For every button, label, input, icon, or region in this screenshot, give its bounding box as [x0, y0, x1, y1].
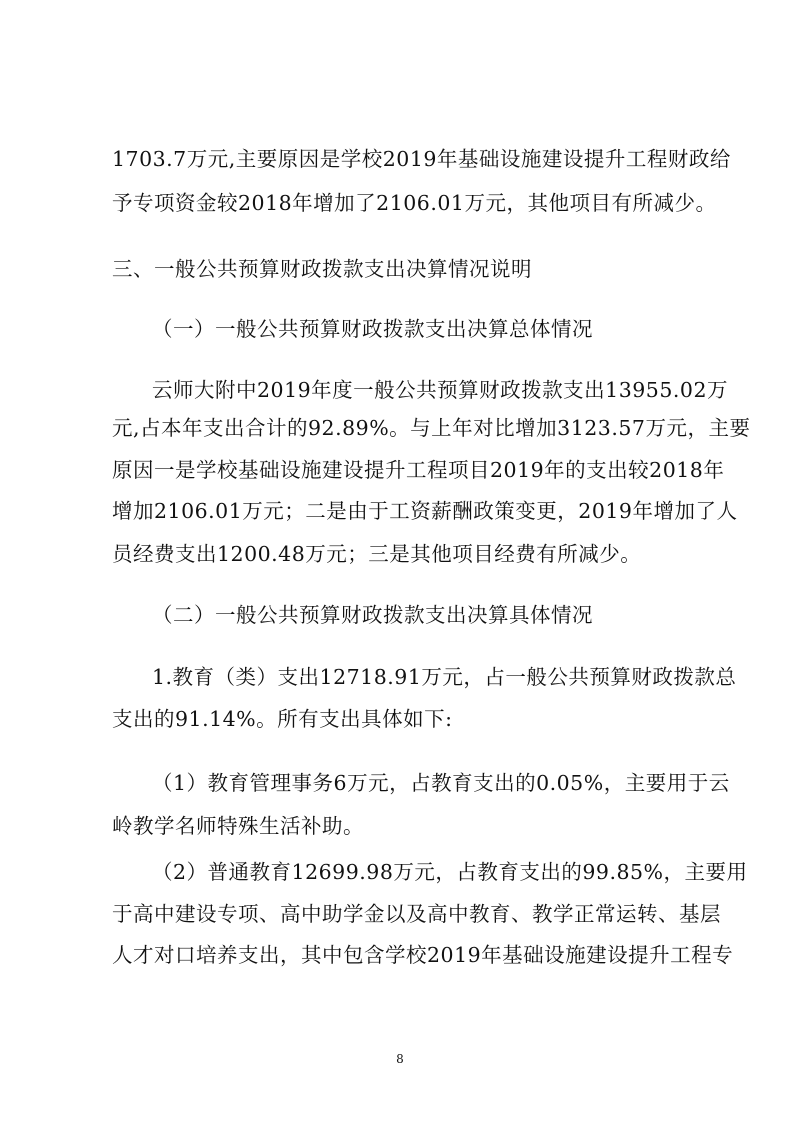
section-heading: 三、一般公共预算财政拨款支出决算情况说明 [112, 257, 532, 281]
paragraph-line: 于高中建设专项、高中助学金以及高中教育、教学正常运转、基层 [112, 902, 721, 926]
paragraph-line: 原因一是学校基础设施建设提升工程项目2019年的支出较2018年 [112, 458, 725, 482]
paragraph-line: 岭教学名师特殊生活补助。 [112, 814, 364, 838]
paragraph-line: 1703.7万元,主要原因是学校2019年基础设施建设提升工程财政给 [112, 147, 731, 171]
paragraph-line: （1）教育管理事务6万元，占教育支出的0.05%，主要用于云 [152, 771, 730, 795]
paragraph-line: 予专项资金较2018年增加了2106.01万元，其他项目有所减少。 [112, 191, 717, 215]
subsection-heading: （二）一般公共预算财政拨款支出决算具体情况 [152, 603, 593, 627]
paragraph-line: 元,占本年支出合计的92.89%。与上年对比增加3123.57万元，主要 [112, 416, 751, 440]
paragraph-line: 增加2106.01万元；二是由于工资薪酬政策变更，2019年增加了人 [112, 499, 738, 523]
paragraph-line: （2）普通教育12699.98万元，占教育支出的99.85%，主要用 [152, 860, 748, 884]
page-number: 8 [396, 1052, 404, 1066]
paragraph-line: 人才对口培养支出，其中包含学校2019年基础设施建设提升工程专 [112, 943, 734, 967]
paragraph-line: 员经费支出1200.48万元；三是其他项目经费有所减少。 [112, 542, 642, 566]
subsection-heading: （一）一般公共预算财政拨款支出决算总体情况 [152, 317, 593, 341]
paragraph-line: 1.教育（类）支出12718.91万元，占一般公共预算财政拨款总 [152, 665, 737, 689]
paragraph-line: 云师大附中2019年度一般公共预算财政拨款支出13955.02万 [152, 378, 728, 402]
paragraph-line: 支出的91.14%。所有支出具体如下: [112, 707, 453, 731]
